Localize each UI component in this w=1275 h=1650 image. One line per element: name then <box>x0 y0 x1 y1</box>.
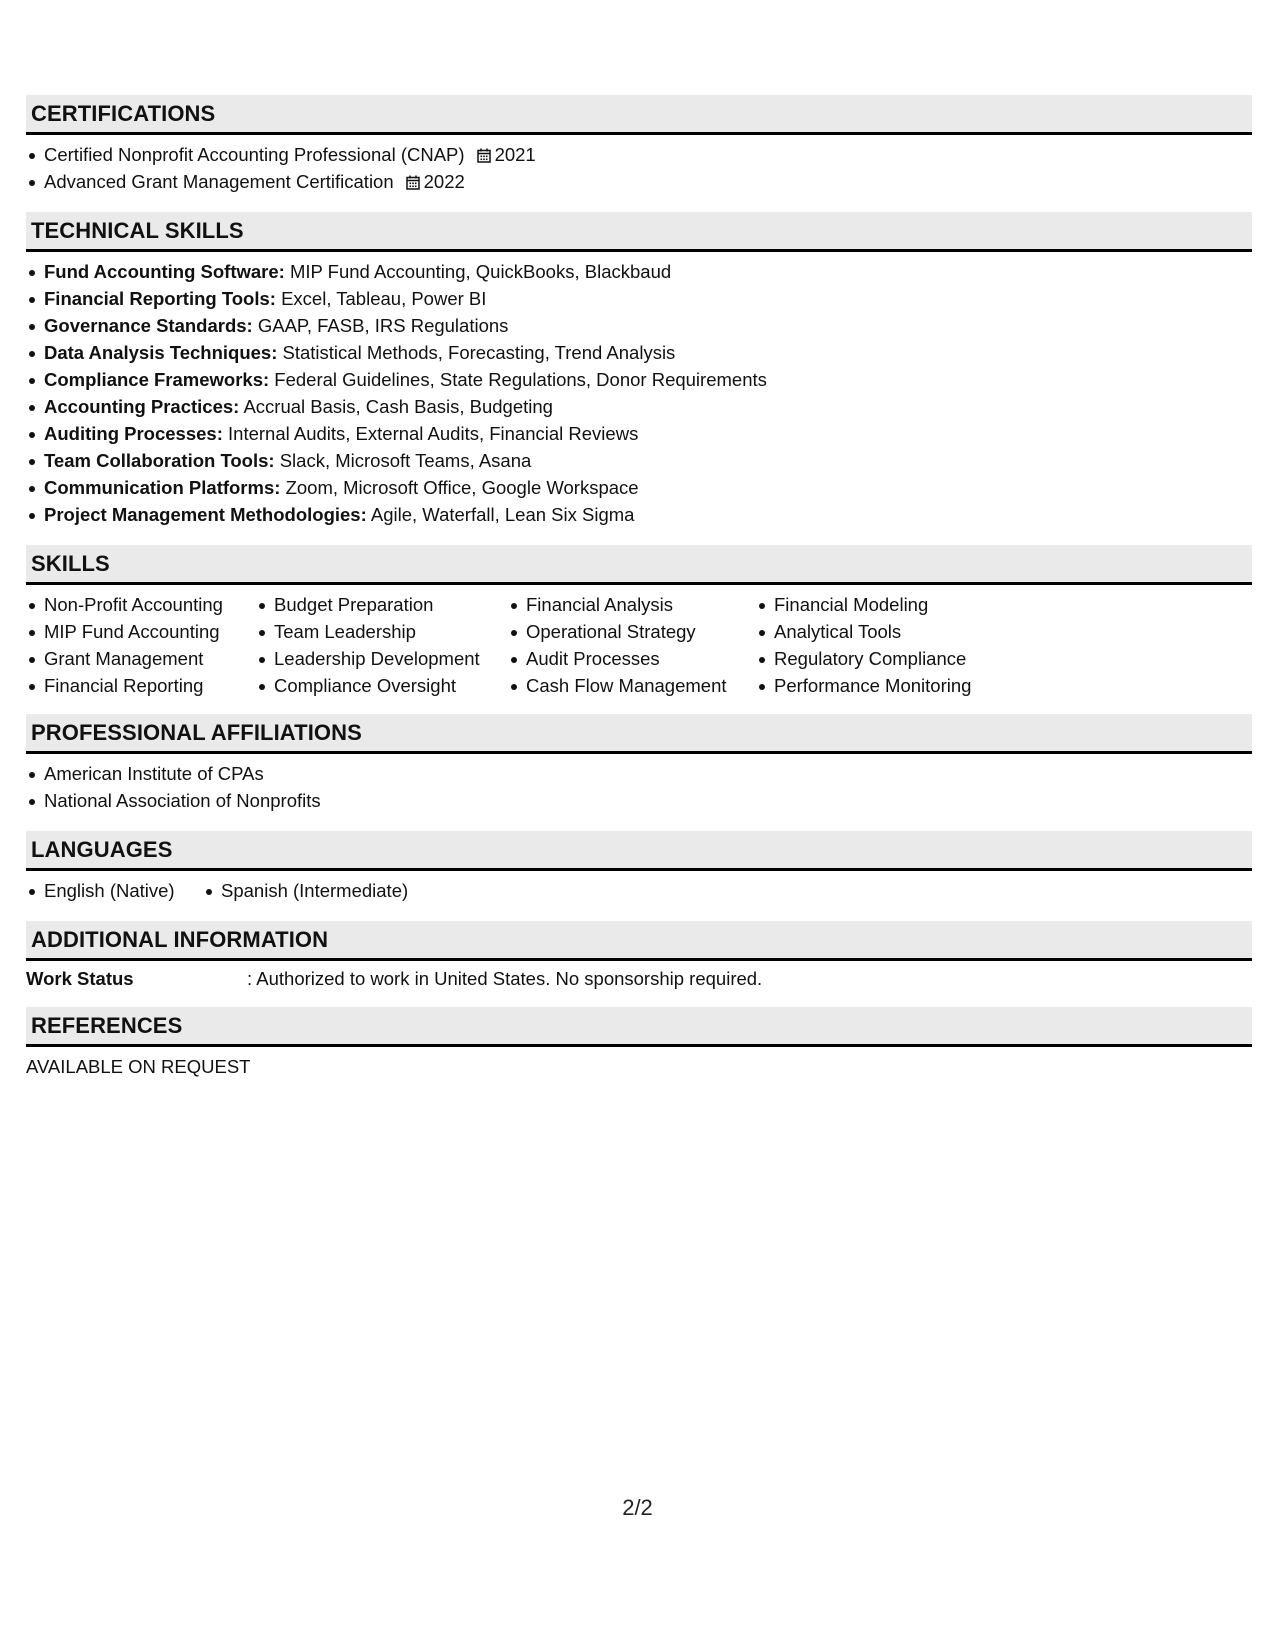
list-item <box>26 312 1252 339</box>
list-item <box>26 501 1252 528</box>
section-title: TECHNICAL SKILLS <box>26 212 1252 252</box>
list-item <box>26 366 1252 393</box>
certification-year: 2021 <box>494 144 536 165</box>
list-item <box>26 339 1252 366</box>
references-text: AVAILABLE ON REQUEST <box>26 1056 251 1077</box>
skill-values: Zoom, Microsoft Office, Google Workspace <box>285 477 639 498</box>
skill-values: MIP Fund Accounting, QuickBooks, Blackbaud <box>289 261 672 282</box>
list-item: Audit Processes <box>508 645 756 672</box>
certifications-section <box>26 95 1252 195</box>
list-item <box>26 474 1252 501</box>
skill-category: Auditing Processes: <box>44 423 223 444</box>
list-item: National Association of Nonprofits <box>26 787 1252 814</box>
skills-grid <box>26 591 1252 699</box>
list-item: Performance Monitoring <box>756 672 1016 699</box>
section-title: SKILLS <box>26 545 1252 585</box>
list-item: English (Native) <box>26 877 203 904</box>
skill-category: Data Analysis Techniques: <box>44 342 278 363</box>
skill-values: Slack, Microsoft Teams, Asana <box>279 450 532 471</box>
skill-category: Accounting Practices: <box>44 396 240 417</box>
list-item <box>26 258 1252 285</box>
list-item: Grant Management <box>26 645 256 672</box>
skills-column <box>508 591 756 699</box>
skill-category: Communication Platforms: <box>44 477 281 498</box>
list-item: MIP Fund Accounting <box>26 618 256 645</box>
list-item: Analytical Tools <box>756 618 1016 645</box>
list-item: Cash Flow Management <box>508 672 756 699</box>
technical-skills-section <box>26 212 1252 528</box>
affiliations-section <box>26 714 1252 814</box>
work-status-value: : Authorized to work in United States. No sponsorship required. <box>247 968 763 989</box>
list-item: Leadership Development <box>256 645 508 672</box>
language-column <box>26 877 203 904</box>
skill-values: Statistical Methods, Forecasting, Trend Analysis <box>282 342 676 363</box>
work-status-label: Work Status <box>26 968 134 989</box>
references-section <box>26 1007 1252 1080</box>
list-item <box>26 141 1252 168</box>
section-title: CERTIFICATIONS <box>26 95 1252 135</box>
page-number: 2/2 <box>622 1495 653 1520</box>
skill-values: Excel, Tableau, Power BI <box>281 288 487 309</box>
skill-values: Accrual Basis, Cash Basis, Budgeting <box>243 396 553 417</box>
language-column <box>203 877 408 904</box>
calendar-icon <box>406 175 420 190</box>
list-item: Budget Preparation <box>256 591 508 618</box>
list-item: Spanish (Intermediate) <box>203 877 408 904</box>
list-item: American Institute of CPAs <box>26 760 1252 787</box>
section-title: ADDITIONAL INFORMATION <box>26 921 1252 961</box>
calendar-icon <box>477 148 491 163</box>
affiliations-list <box>26 760 1252 814</box>
list-item: Compliance Oversight <box>256 672 508 699</box>
skills-column <box>756 591 1016 699</box>
list-item: Non-Profit Accounting <box>26 591 256 618</box>
skill-category: Project Management Methodologies: <box>44 504 367 525</box>
skills-section <box>26 545 1252 699</box>
section-title: LANGUAGES <box>26 831 1252 871</box>
list-item <box>26 168 1252 195</box>
skill-category: Financial Reporting Tools: <box>44 288 276 309</box>
skill-category: Team Collaboration Tools: <box>44 450 275 471</box>
languages-section <box>26 831 1252 904</box>
list-item <box>26 447 1252 474</box>
skills-column <box>26 591 256 699</box>
skills-column <box>256 591 508 699</box>
list-item <box>26 420 1252 447</box>
skill-category: Compliance Frameworks: <box>44 369 270 390</box>
skill-values: Agile, Waterfall, Lean Six Sigma <box>370 504 635 525</box>
work-status-row <box>26 965 1252 992</box>
languages-list <box>26 877 1252 904</box>
list-item <box>26 393 1252 420</box>
certification-year: 2022 <box>423 171 465 192</box>
section-title: REFERENCES <box>26 1007 1252 1047</box>
section-title: PROFESSIONAL AFFILIATIONS <box>26 714 1252 754</box>
list-item: Regulatory Compliance <box>756 645 1016 672</box>
technical-skills-list <box>26 258 1252 528</box>
list-item: Financial Modeling <box>756 591 1016 618</box>
skill-category: Fund Accounting Software: <box>44 261 285 282</box>
skill-category: Governance Standards: <box>44 315 253 336</box>
list-item: Financial Reporting <box>26 672 256 699</box>
resume-page <box>26 95 1252 1080</box>
skill-values: GAAP, FASB, IRS Regulations <box>257 315 509 336</box>
skill-values: Internal Audits, External Audits, Financial Reviews <box>228 423 639 444</box>
list-item: Operational Strategy <box>508 618 756 645</box>
certification-name: Advanced Grant Management Certification <box>44 171 394 192</box>
list-item: Financial Analysis <box>508 591 756 618</box>
list-item: Team Leadership <box>256 618 508 645</box>
certifications-list <box>26 141 1252 195</box>
list-item <box>26 285 1252 312</box>
certification-name: Certified Nonprofit Accounting Professional (CNAP) <box>44 144 465 165</box>
additional-info-section <box>26 921 1252 992</box>
skill-values: Federal Guidelines, State Regulations, Donor Requirements <box>274 369 767 390</box>
